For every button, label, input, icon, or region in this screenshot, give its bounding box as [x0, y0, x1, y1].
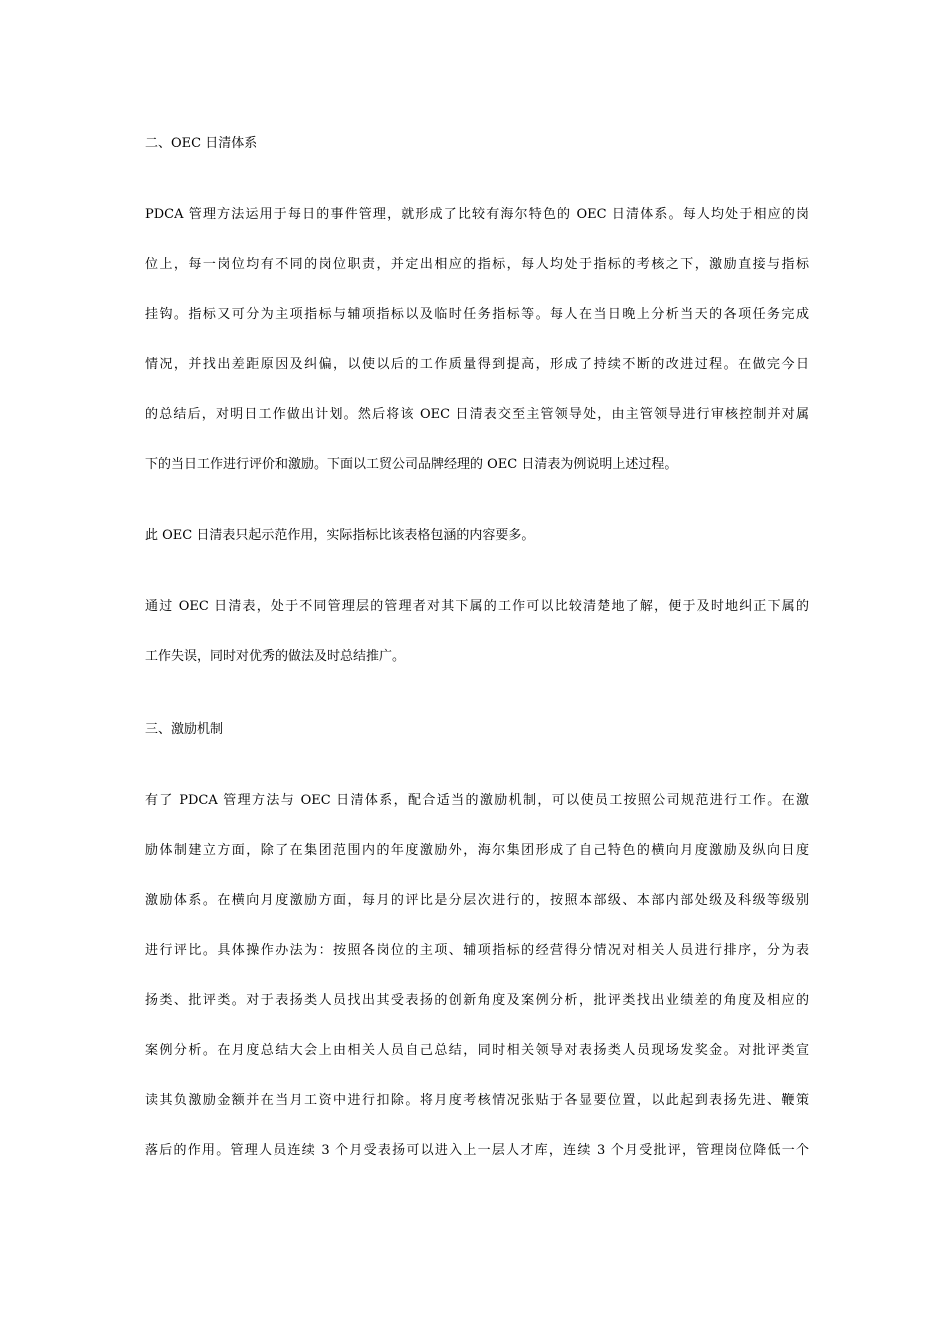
paragraph-line: 的总结后，对明日工作做出计划。然后将该 OEC 日清表交至主管领导处，由主管领导进行审核控制并对属 [145, 407, 809, 422]
paragraph-line: 进行评比。具体操作办法为：按照各岗位的主项、辅项指标的经营得分情况对相关人员进行排序，分为表 [145, 943, 809, 958]
paragraph-oec-note: 此 OEC 日清表只起示范作用，实际指标比该表格包涵的内容要多。 [145, 528, 535, 543]
paragraph-line: 挂钩。指标又可分为主项指标与辅项指标以及临时任务指标等。每人在当日晚上分析当天的各项任务完成 [145, 307, 809, 322]
paragraph-line: 工作失误，同时对优秀的做法及时总结推广。 [145, 649, 406, 664]
paragraph-line: 下的当日工作进行评价和激励。下面以工贸公司品牌经理的 OEC 日清表为例说明上述过程。 [145, 457, 678, 472]
paragraph-line: PDCA 管理方法运用于每日的事件管理，就形成了比较有海尔特色的 OEC 日清体系。每人均处于相应的岗 [145, 207, 809, 222]
section-heading-incentive: 三、激励机制 [145, 722, 224, 737]
paragraph-line: 扬类、批评类。对于表扬类人员找出其受表扬的创新角度及案例分析，批评类找出业绩差的角度及相应的 [145, 993, 809, 1008]
paragraph-line: 情况，并找出差距原因及纠偏，以使以后的工作质量得到提高，形成了持续不断的改进过程。在做完今日 [145, 357, 809, 372]
paragraph-line: 案例分析。在月度总结大会上由相关人员自己总结，同时相关领导对表扬类人员现场发奖金。对批评类宣 [145, 1043, 809, 1058]
paragraph-line: 有了 PDCA 管理方法与 OEC 日清体系，配合适当的激励机制，可以使员工按照公司规范进行工作。在激 [145, 793, 809, 808]
paragraph-line: 励体制建立方面，除了在集团范围内的年度激励外，海尔集团形成了自己特色的横向月度激励及纵向日度 [145, 843, 809, 858]
paragraph-line: 落后的作用。管理人员连续 3 个月受表扬可以进入上一层人才库，连续 3 个月受批评，管理岗位降低一个 [145, 1143, 809, 1158]
paragraph-line: 读其负激励金额并在当月工资中进行扣除。将月度考核情况张贴于各显要位置，以此起到表扬先进、鞭策 [145, 1093, 809, 1108]
paragraph-line: 激励体系。在横向月度激励方面，每月的评比是分层次进行的，按照本部级、本部内部处级及科级等级别 [145, 893, 809, 908]
paragraph-line: 位上，每一岗位均有不同的岗位职责，并定出相应的指标，每人均处于指标的考核之下，激励直接与指标 [145, 257, 809, 272]
paragraph-line: 通过 OEC 日清表，处于不同管理层的管理者对其下属的工作可以比较清楚地了解，便于及时地纠正下属的 [145, 599, 809, 614]
section-heading-oec: 二、OEC 日清体系 [145, 136, 258, 151]
